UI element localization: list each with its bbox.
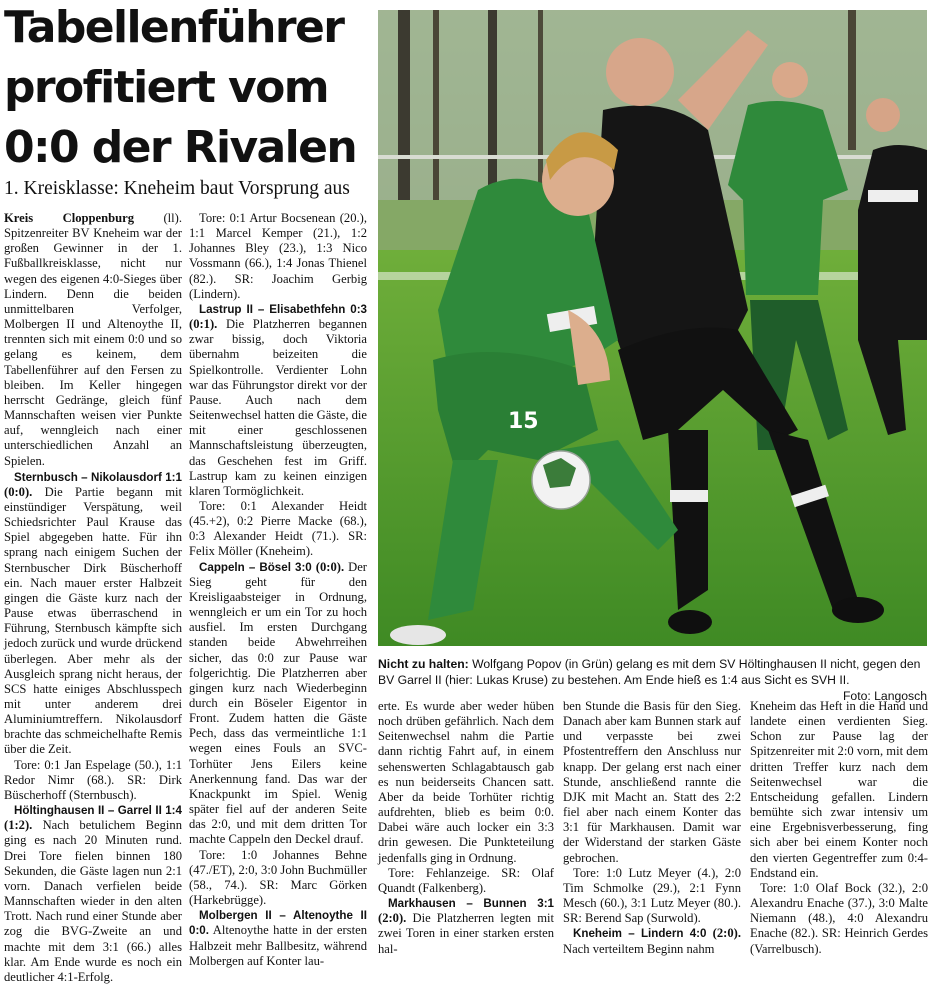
match-heading: Kneheim – Lindern 4:0 [573, 927, 707, 941]
match-heading: Markhausen – Bunnen 3:1 [388, 897, 554, 911]
halftime-score: (2:0). [706, 926, 741, 941]
goals-line: Tore: 0:1 Jan Espelage (50.), 1:1 Redor Nimr (68.). SR: Dirk Büscherhoff (Sternbusch). [4, 757, 182, 802]
match-heading: Sternbusch – Nikolausdorf 1:1 [14, 470, 182, 484]
paragraph-text: Die Platzherren begannen zwar bissig, doch Viktoria übernahm beizeiten die Spielkontrolle. Verdienter Lohn war das Führungstor direkt vor der Pause. Auch nach dem Seitenwechsel hatten die Gäste, die mit einer geschlossenen Mannschaftsleistung überzeugten, das Geschehen fest im Griff. Lastrup kam zu keinen einzigen klaren Tormöglichkeit. [189, 317, 367, 498]
article-column-2 [189, 211, 367, 969]
headline-line-2: profitiert vom [4, 62, 329, 113]
headline-line-1: Tabellenführer [4, 2, 344, 53]
paragraph-text: Nach betulichem Beginn ging es nach 20 Minuten rund. Drei Tore fielen binnen 180 Sekunden, die Gäste lagen nun 2:1 vorn. Danach verfielen beide Mannschaften wieder in den alten Trott. Nach rund einer Stunde aber zog die BVG-Zweite an und machte mit dem 3:1 (66.) alles klar. Am Ende wurde es noch ein deutlicher 4:1-Erfolg. [4, 818, 182, 984]
subheadline: 1. Kreisklasse: Kneheim baut Vorsprung aus [4, 178, 350, 199]
paragraph [189, 302, 367, 499]
paragraph-text: Altenoythe hatte in der ersten Halbzeit mehr Ballbesitz, während Molbergen auf Konter lau- [189, 923, 367, 968]
paragraph-text: Die Partie begann mit einstündiger Verspätung, weil Schiedsrichter Paul Krause das Spiel abgegeben hatte. Für ihn sprang nach einigem Suchen der Sternbuscher Dirk Büscherhoff ein. Nach mauer erster Halbzeit gingen die Gäste kurz nach der Pause etwas überraschend in Führung, Sternbusch kämpfte sich jedoch zurück und wurde drückend überlegen. Aber mehr als der Ausgleich sprang nicht heraus, der SCS hatte einiges Abschlusspech mit unter anderem drei Aluminiumtreffern. Nikolausdorf brachte das schmeichelhafte Remis über die Zeit. [4, 484, 182, 757]
paragraph [4, 470, 182, 758]
photo-credit: Foto: Langosch [842, 689, 927, 703]
article-column-3 [378, 699, 554, 957]
match-heading: Lastrup II – Elisabethfehn 0:3 [199, 302, 367, 316]
paragraph: Kneheim das Heft in die Hand und landete einen verdienten Sieg. Schon zur Pause lag der Spitzenreiter mit 2:0 vorn, mit dem dritten Treffer kurz nach dem Seitenwechsel war die Entscheidung gefallen. Lindern bemühte sich zwar intensiv um eine Ergebnisverbesserung, fing sich aber bei einem Konter noch den vierten Gegentreffer zum 0:4-Endstand ein. [750, 699, 928, 880]
match-heading: Cappeln – Bösel 3:0 [199, 560, 312, 574]
goals-line: Tore: 1:0 Lutz Meyer (4.), 2:0 Tim Schmolke (29.), 2:1 Fynn Mesch (60.), 3:1 Lutz Meyer (80.). SR: Berend Sap (Surwold). [563, 865, 741, 926]
paragraph [189, 560, 367, 848]
match-heading: Molbergen II – Altenoythe II 0:0. [189, 909, 367, 938]
goals-line: Tore: 0:1 Alexander Heidt (45.+2), 0:2 Pierre Macke (68.), 0:3 Alexander Heidt (71.). SR: Felix Möller (Kneheim). [189, 498, 367, 559]
article-column-1 [4, 211, 182, 985]
article-column-4 [563, 699, 741, 957]
photo-illustration [378, 10, 927, 646]
paragraph-text: Der Sieg geht für den Kreisligaabsteiger in Ordnung, wenngleich er um ein Tor zu hoch ausfiel. Im ersten Durchgang standen beide Abwehrreihen sicher, das 0:0 zur Pause war folgerichtig. Die Platzherren aber gingen kurz nach Wiederbeginn durch ein Böseler Eigentor in Front. Zudem hatten die Gäste Pech, dass das vermeintliche 1:1 wegen eines Fouls an SVC-Torhüter Jens Eilers keine Anerkennung fand. Das war der Knackpunkt im Spiel. Wenig später fiel auf der anderen Seite das 2:0, und mit dem dritten Tor machte Cappeln den Deckel drauf. [189, 559, 367, 847]
jersey-number: 15 [508, 409, 539, 434]
goals-line: Tore: Fehlanzeige. SR: Olaf Quandt (Falkenberg). [378, 865, 554, 895]
headline [4, 0, 370, 178]
caption-lead: Nicht zu halten: [378, 657, 469, 671]
paragraph [189, 908, 367, 969]
halftime-score: (0:1). [189, 317, 218, 332]
caption-text: Wolfgang Popov (in Grün) gelang es mit dem SV Höltinghausen II nicht, gegen den BV Garrel II (hier: Lukas Kruse) zu bestehen. Am Ende hieß es 1:4 aus Sicht es SVH II. [378, 657, 921, 687]
halftime-score: (2:0). [378, 911, 407, 926]
photo-caption [378, 656, 927, 704]
paragraph [4, 211, 182, 469]
paragraph [4, 803, 182, 985]
headline-line-3: 0:0 der Rivalen [4, 122, 357, 173]
paragraph [378, 896, 554, 957]
halftime-score: (0:0). [311, 559, 345, 574]
match-heading: Höltinghausen II – Garrel II 1:4 [14, 804, 182, 818]
halftime-score: (0:0). [4, 484, 33, 499]
paragraph: erte. Es wurde aber weder hüben noch drüben gefährlich. Nach dem Seitenwechsel nahm die Partie dann richtig Fahrt auf, in einem sehenswerten Schlagabtausch gab es nun beiderseits Chancen satt. Aber da beide Torhüter richtig aufdrehten, blieb es beim 0:0. Dabei wäre auch locker ein 3:3 drin gewesen. Die Punkteteilung jedenfalls ging in Ordnung. [378, 699, 554, 865]
paragraph [563, 926, 741, 956]
dateline: Kreis Cloppenburg [4, 211, 134, 225]
goals-line: Tore: 1:0 Johannes Behne (47./ET), 2:0, 3:0 John Buchmüller (58., 74.). SR: Marc Görken (Harkebrügge). [189, 847, 367, 908]
paragraph-text: Die Platzherren legten mit zwei Toren in einer starken ersten hal- [378, 911, 554, 956]
goals-line: Tore: 1:0 Olaf Bock (32.), 2:0 Alexandru Enache (37.), 3:0 Malte Niemann (48.), 4:0 Alexandru Enache (82.). SR: Heinrich Gerdes (Varrelbusch). [750, 880, 928, 956]
halftime-score: (1:2). [4, 818, 33, 833]
paragraph: ben Stunde die Basis für den Sieg. Danach aber kam Bunnen stark auf und verpasste bei zwei Pfostentreffern den Anschluss nur knapp. Der gelang erst nach einer Stunde, anschließend rannte die DJK mit Macht an. Statt des 2:2 fiel aber nach einem Konter das 3:1 für Markhausen. Damit war der Widerstand der starken Gäste gebrochen. [563, 699, 741, 865]
goals-line: Tore: 0:1 Artur Bocsenean (20.), 1:1 Marcel Kemper (21.), 1:2 Johannes Bley (23.), 1:3 Nico Vossmann (66.), 1:4 Jonas Thienel (82.). SR: Joachim Gerbig (Lindern). [189, 211, 367, 301]
paragraph-text: (ll). Spitzenreiter BV Kneheim war der großen Gewinner in der 1. Fußballkreisklasse, nicht nur wegen des eigenen 4:0-Sieges über Lindern. Denn die beiden unmittelbaren Verfolger, Molbergen II und Altenoythe II, trennten sich mit einem 0:0 und so gelang es keinem, dem Tabellenführer auf den Fersen zu bleiben. Im Keller hingegen herrscht Gedränge, gleich fünf Mannschaften weisen vier Punkte auf, wenngleich nach einer unterschiedlichen Anzahl an Spielen. [4, 211, 182, 468]
match-photo [378, 10, 927, 646]
paragraph-text: Nach verteiltem Beginn nahm [563, 941, 715, 956]
article-column-5 [750, 699, 928, 957]
